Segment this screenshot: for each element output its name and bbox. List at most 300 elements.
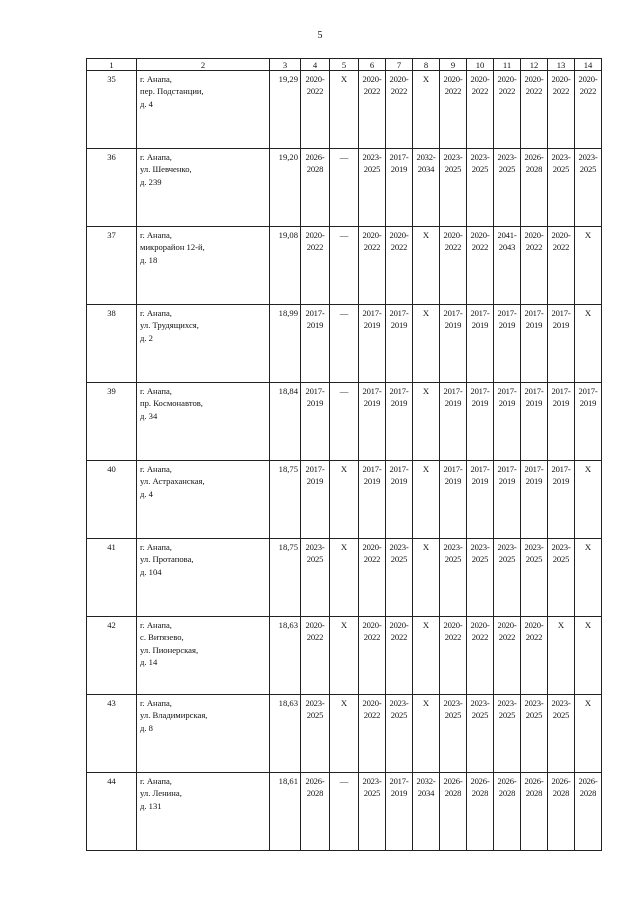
address-line: ул. Ленина,: [140, 788, 182, 799]
not-applicable-cell: X: [330, 461, 359, 539]
address-line: г. Анапа,: [140, 464, 172, 474]
repair-period-cell: [413, 149, 440, 227]
repair-period-cell: [467, 383, 494, 461]
period-start: 2026-: [305, 152, 325, 162]
period-start: 2020-: [551, 74, 571, 84]
period-end: 2019: [390, 164, 408, 175]
column-number-header: 12: [521, 59, 548, 71]
address-line: ул. Шевченко,: [140, 164, 192, 175]
table-row: [87, 383, 602, 461]
dash-cell: —: [330, 383, 359, 461]
period-end: 2025: [390, 554, 408, 565]
repair-period-cell: [301, 461, 330, 539]
column-number-header-row: [87, 59, 602, 71]
period-end: 2028: [444, 788, 462, 799]
address-line: д. 104: [140, 566, 162, 577]
repair-period-cell: [521, 773, 548, 851]
dash-cell: —: [330, 773, 359, 851]
not-applicable-cell: X: [413, 695, 440, 773]
period-end: 2022: [498, 86, 516, 97]
period-end: 2019: [525, 398, 543, 409]
period-end: 2028: [471, 788, 489, 799]
column-number-header: 10: [467, 59, 494, 71]
repair-period-cell: [494, 227, 521, 305]
period-end: 2019: [390, 320, 408, 331]
period-end: 2028: [525, 164, 543, 175]
address-line: ул. Протапова,: [140, 554, 194, 565]
column-number-header: 9: [440, 59, 467, 71]
repair-period-cell: [494, 71, 521, 149]
repair-period-cell: [521, 539, 548, 617]
period-end: 2022: [390, 242, 408, 253]
address-cell: [137, 617, 270, 695]
period-end: 2019: [552, 476, 570, 487]
repair-period-cell: [548, 305, 575, 383]
period-start: 2020-: [443, 230, 463, 240]
period-start: 2020-: [362, 74, 382, 84]
period-start: 2026-: [578, 776, 598, 786]
period-start: 2020-: [305, 230, 325, 240]
period-start: 2017-: [389, 152, 409, 162]
row-number-cell: 35: [87, 71, 137, 149]
not-applicable-cell: X: [413, 539, 440, 617]
period-end: 2022: [471, 632, 489, 643]
repair-period-cell: [301, 773, 330, 851]
address-line: с. Витязево,: [140, 632, 184, 643]
repair-period-cell: [467, 149, 494, 227]
repair-period-cell: [301, 149, 330, 227]
repair-period-cell: [359, 71, 386, 149]
period-start: 2017-: [524, 308, 544, 318]
period-end: 2025: [552, 710, 570, 721]
period-start: 2023-: [497, 698, 517, 708]
period-start: 2020-: [362, 542, 382, 552]
repair-period-cell: [359, 227, 386, 305]
period-end: 2022: [390, 86, 408, 97]
repair-period-cell: [440, 383, 467, 461]
period-start: 2026-: [470, 776, 490, 786]
repair-period-cell: [359, 383, 386, 461]
period-start: 2023-: [443, 152, 463, 162]
period-start: 2023-: [389, 542, 409, 552]
row-number-cell: 41: [87, 539, 137, 617]
not-applicable-cell: X: [330, 617, 359, 695]
repair-period-cell: [467, 71, 494, 149]
area-cell: 18,61: [270, 773, 301, 851]
address-line: д. 2: [140, 332, 153, 343]
period-start: 2017-: [497, 308, 517, 318]
table-row: [87, 305, 602, 383]
period-end: 2028: [525, 788, 543, 799]
repair-period-cell: [301, 695, 330, 773]
not-applicable-cell: X: [413, 305, 440, 383]
not-applicable-cell: X: [413, 461, 440, 539]
repair-period-cell: [575, 773, 602, 851]
repair-period-cell: [386, 461, 413, 539]
period-end: 2025: [444, 164, 462, 175]
period-start: 2017-: [470, 464, 490, 474]
table-row: [87, 539, 602, 617]
table-row: [87, 227, 602, 305]
period-end: 2022: [363, 554, 381, 565]
period-end: 2022: [525, 632, 543, 643]
repair-period-cell: [494, 539, 521, 617]
period-end: 2019: [306, 476, 324, 487]
period-end: 2022: [471, 86, 489, 97]
period-end: 2022: [363, 710, 381, 721]
address-line: д. 14: [140, 657, 158, 668]
period-start: 2020-: [389, 620, 409, 630]
period-start: 2017-: [443, 308, 463, 318]
address-line: пр. Космонавтов,: [140, 398, 203, 409]
repair-period-cell: [548, 461, 575, 539]
period-start: 2020-: [389, 230, 409, 240]
repair-period-cell: [440, 539, 467, 617]
address-line: г. Анапа,: [140, 74, 172, 84]
period-end: 2019: [444, 476, 462, 487]
repair-period-cell: [386, 149, 413, 227]
not-applicable-cell: X: [330, 71, 359, 149]
period-start: 2017-: [443, 464, 463, 474]
area-cell: 18,75: [270, 539, 301, 617]
repair-period-cell: [575, 149, 602, 227]
repair-period-cell: [467, 617, 494, 695]
address-cell: [137, 695, 270, 773]
address-cell: [137, 383, 270, 461]
repair-period-cell: [467, 773, 494, 851]
not-applicable-cell: X: [413, 227, 440, 305]
period-start: 2023-: [305, 698, 325, 708]
repair-period-cell: [301, 539, 330, 617]
repair-period-cell: [548, 149, 575, 227]
period-end: 2019: [498, 320, 516, 331]
period-end: 2019: [552, 320, 570, 331]
address-line: д. 8: [140, 722, 153, 733]
address-line: г. Анапа,: [140, 776, 172, 786]
period-start: 2017-: [362, 464, 382, 474]
address-line: г. Анапа,: [140, 152, 172, 162]
address-line: д. 4: [140, 488, 153, 499]
repair-period-cell: [467, 305, 494, 383]
period-start: 2020-: [305, 74, 325, 84]
column-number-header: 2: [137, 59, 270, 71]
row-number-cell: 39: [87, 383, 137, 461]
row-number-cell: 38: [87, 305, 137, 383]
period-end: 2022: [444, 242, 462, 253]
period-end: 2022: [363, 242, 381, 253]
period-end: 2025: [552, 164, 570, 175]
period-start: 2020-: [470, 230, 490, 240]
period-start: 2020-: [524, 74, 544, 84]
address-cell: [137, 305, 270, 383]
not-applicable-cell: X: [575, 461, 602, 539]
address-line: ул. Пионерская,: [140, 644, 199, 655]
period-end: 2025: [471, 164, 489, 175]
period-start: 2023-: [551, 152, 571, 162]
period-start: 2026-: [497, 776, 517, 786]
not-applicable-cell: X: [575, 305, 602, 383]
address-line: д. 4: [140, 98, 153, 109]
address-line: д. 239: [140, 176, 162, 187]
period-start: 2041-: [497, 230, 517, 240]
period-start: 2017-: [578, 386, 598, 396]
column-number-header: 7: [386, 59, 413, 71]
period-start: 2020-: [362, 620, 382, 630]
period-start: 2023-: [497, 542, 517, 552]
repair-period-cell: [494, 617, 521, 695]
period-start: 2032-: [416, 152, 436, 162]
row-number-cell: 42: [87, 617, 137, 695]
repair-period-cell: [494, 461, 521, 539]
period-end: 2019: [498, 476, 516, 487]
period-end: 2025: [498, 710, 516, 721]
period-start: 2020-: [497, 74, 517, 84]
table-row: [87, 773, 602, 851]
repair-period-cell: [521, 149, 548, 227]
period-start: 2020-: [470, 620, 490, 630]
period-end: 2025: [579, 164, 597, 175]
address-line: микрорайон 12-й,: [140, 242, 205, 253]
repair-period-cell: [386, 539, 413, 617]
dash-cell: —: [330, 227, 359, 305]
period-start: 2020-: [497, 620, 517, 630]
period-start: 2020-: [362, 698, 382, 708]
period-end: 2025: [525, 554, 543, 565]
period-start: 2026-: [551, 776, 571, 786]
not-applicable-cell: X: [413, 383, 440, 461]
period-end: 2025: [444, 554, 462, 565]
address-line: г. Анапа,: [140, 620, 172, 630]
period-end: 2022: [498, 632, 516, 643]
repair-period-cell: [521, 695, 548, 773]
column-number-header: 8: [413, 59, 440, 71]
period-end: 2022: [363, 632, 381, 643]
period-start: 2023-: [470, 152, 490, 162]
repair-period-cell: [359, 617, 386, 695]
repair-period-cell: [440, 149, 467, 227]
period-end: 2025: [498, 554, 516, 565]
period-end: 2019: [498, 398, 516, 409]
period-start: 2020-: [470, 74, 490, 84]
address-line: г. Анапа,: [140, 386, 172, 396]
period-end: 2019: [552, 398, 570, 409]
repair-period-cell: [521, 461, 548, 539]
table-row: [87, 461, 602, 539]
address-line: ул. Астраханская,: [140, 476, 205, 487]
repair-period-cell: [575, 71, 602, 149]
period-start: 2023-: [389, 698, 409, 708]
period-start: 2023-: [443, 542, 463, 552]
period-end: 2019: [525, 476, 543, 487]
repair-period-cell: [440, 695, 467, 773]
period-end: 2019: [444, 398, 462, 409]
period-end: 2025: [498, 164, 516, 175]
period-start: 2023-: [524, 542, 544, 552]
repair-period-cell: [521, 305, 548, 383]
period-start: 2017-: [524, 464, 544, 474]
repair-period-cell: [301, 227, 330, 305]
repair-period-cell: [386, 305, 413, 383]
period-start: 2023-: [578, 152, 598, 162]
address-cell: [137, 773, 270, 851]
period-start: 2020-: [578, 74, 598, 84]
repair-period-cell: [548, 773, 575, 851]
repair-period-cell: [494, 695, 521, 773]
page-number: 5: [317, 30, 323, 41]
repair-period-cell: [359, 773, 386, 851]
not-applicable-cell: X: [548, 617, 575, 695]
address-line: г. Анапа,: [140, 698, 172, 708]
period-start: 2023-: [524, 698, 544, 708]
period-end: 2022: [525, 86, 543, 97]
area-cell: 18,75: [270, 461, 301, 539]
period-end: 2028: [498, 788, 516, 799]
period-end: 2028: [552, 788, 570, 799]
period-start: 2026-: [524, 776, 544, 786]
column-number-header: 14: [575, 59, 602, 71]
period-end: 2019: [363, 320, 381, 331]
repair-period-cell: [494, 149, 521, 227]
address-cell: [137, 227, 270, 305]
not-applicable-cell: X: [330, 539, 359, 617]
repair-period-cell: [386, 227, 413, 305]
period-start: 2020-: [362, 230, 382, 240]
repair-schedule-table: [86, 58, 602, 851]
period-end: 2019: [390, 476, 408, 487]
repair-period-cell: [575, 383, 602, 461]
period-start: 2017-: [524, 386, 544, 396]
period-start: 2020-: [551, 230, 571, 240]
period-end: 2025: [363, 788, 381, 799]
repair-period-cell: [386, 383, 413, 461]
period-end: 2022: [579, 86, 597, 97]
period-start: 2017-: [305, 386, 325, 396]
repair-period-cell: [467, 227, 494, 305]
column-number-header: 11: [494, 59, 521, 71]
period-end: 2025: [471, 710, 489, 721]
period-start: 2026-: [305, 776, 325, 786]
period-start: 2023-: [497, 152, 517, 162]
not-applicable-cell: X: [575, 539, 602, 617]
repair-period-cell: [386, 773, 413, 851]
period-end: 2022: [363, 86, 381, 97]
period-start: 2023-: [362, 776, 382, 786]
column-number-header: 1: [87, 59, 137, 71]
repair-period-cell: [548, 383, 575, 461]
period-end: 2028: [306, 788, 324, 799]
repair-period-cell: [301, 305, 330, 383]
period-end: 2019: [471, 320, 489, 331]
period-start: 2023-: [443, 698, 463, 708]
dash-cell: —: [330, 149, 359, 227]
area-cell: 18,63: [270, 617, 301, 695]
period-end: 2022: [471, 242, 489, 253]
period-start: 2017-: [497, 386, 517, 396]
period-end: 2022: [444, 632, 462, 643]
repair-period-cell: [359, 149, 386, 227]
period-start: 2023-: [551, 698, 571, 708]
period-end: 2022: [444, 86, 462, 97]
repair-period-cell: [413, 773, 440, 851]
period-start: 2017-: [362, 386, 382, 396]
not-applicable-cell: X: [330, 695, 359, 773]
address-line: д. 131: [140, 800, 162, 811]
period-end: 2022: [552, 86, 570, 97]
dash-cell: —: [330, 305, 359, 383]
address-line: г. Анапа,: [140, 542, 172, 552]
period-end: 2022: [306, 242, 324, 253]
period-end: 2022: [306, 86, 324, 97]
period-end: 2025: [444, 710, 462, 721]
period-end: 2019: [471, 476, 489, 487]
address-line: г. Анапа,: [140, 230, 172, 240]
repair-period-cell: [548, 539, 575, 617]
repair-period-cell: [440, 305, 467, 383]
repair-period-cell: [521, 617, 548, 695]
period-start: 2017-: [470, 386, 490, 396]
period-start: 2020-: [524, 230, 544, 240]
address-line: ул. Трудящихся,: [140, 320, 199, 331]
period-end: 2019: [390, 788, 408, 799]
repair-period-cell: [440, 617, 467, 695]
repair-period-cell: [386, 617, 413, 695]
row-number-cell: 37: [87, 227, 137, 305]
period-end: 2034: [417, 788, 435, 799]
repair-period-cell: [301, 617, 330, 695]
area-cell: 18,99: [270, 305, 301, 383]
table-row: [87, 149, 602, 227]
period-end: 2019: [579, 398, 597, 409]
address-line: д. 34: [140, 410, 158, 421]
row-number-cell: 43: [87, 695, 137, 773]
repair-period-cell: [359, 539, 386, 617]
period-start: 2023-: [470, 698, 490, 708]
period-end: 2028: [579, 788, 597, 799]
repair-period-cell: [521, 71, 548, 149]
period-end: 2043: [498, 242, 516, 253]
repair-period-cell: [494, 773, 521, 851]
repair-period-cell: [359, 461, 386, 539]
period-start: 2020-: [524, 620, 544, 630]
repair-period-cell: [521, 227, 548, 305]
period-end: 2025: [471, 554, 489, 565]
period-end: 2019: [306, 398, 324, 409]
address-cell: [137, 149, 270, 227]
period-end: 2019: [306, 320, 324, 331]
repair-period-cell: [301, 383, 330, 461]
period-end: 2019: [363, 398, 381, 409]
period-start: 2017-: [443, 386, 463, 396]
period-start: 2023-: [305, 542, 325, 552]
not-applicable-cell: X: [575, 227, 602, 305]
repair-period-cell: [440, 461, 467, 539]
repair-period-cell: [467, 539, 494, 617]
period-end: 2028: [306, 164, 324, 175]
not-applicable-cell: X: [413, 71, 440, 149]
period-end: 2025: [306, 554, 324, 565]
period-start: 2020-: [305, 620, 325, 630]
not-applicable-cell: X: [575, 695, 602, 773]
repair-period-cell: [467, 695, 494, 773]
repair-period-cell: [494, 305, 521, 383]
repair-period-cell: [467, 461, 494, 539]
period-end: 2025: [525, 710, 543, 721]
period-start: 2023-: [470, 542, 490, 552]
period-start: 2017-: [389, 386, 409, 396]
period-start: 2023-: [551, 542, 571, 552]
repair-period-cell: [359, 695, 386, 773]
period-start: 2017-: [305, 464, 325, 474]
